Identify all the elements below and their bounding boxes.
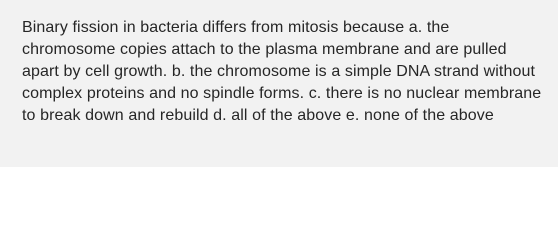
question-text: Binary fission in bacteria differs from mitosis because a. the chromosome copies attach to the plasma membrane and are pulled apart by cell growth. b. the chromosome is a simple DNA strand without complex proteins and no spindle forms. c. there is no nuclear membrane to break down and rebuild d. all of the above e. none of the above bbox=[22, 19, 542, 124]
